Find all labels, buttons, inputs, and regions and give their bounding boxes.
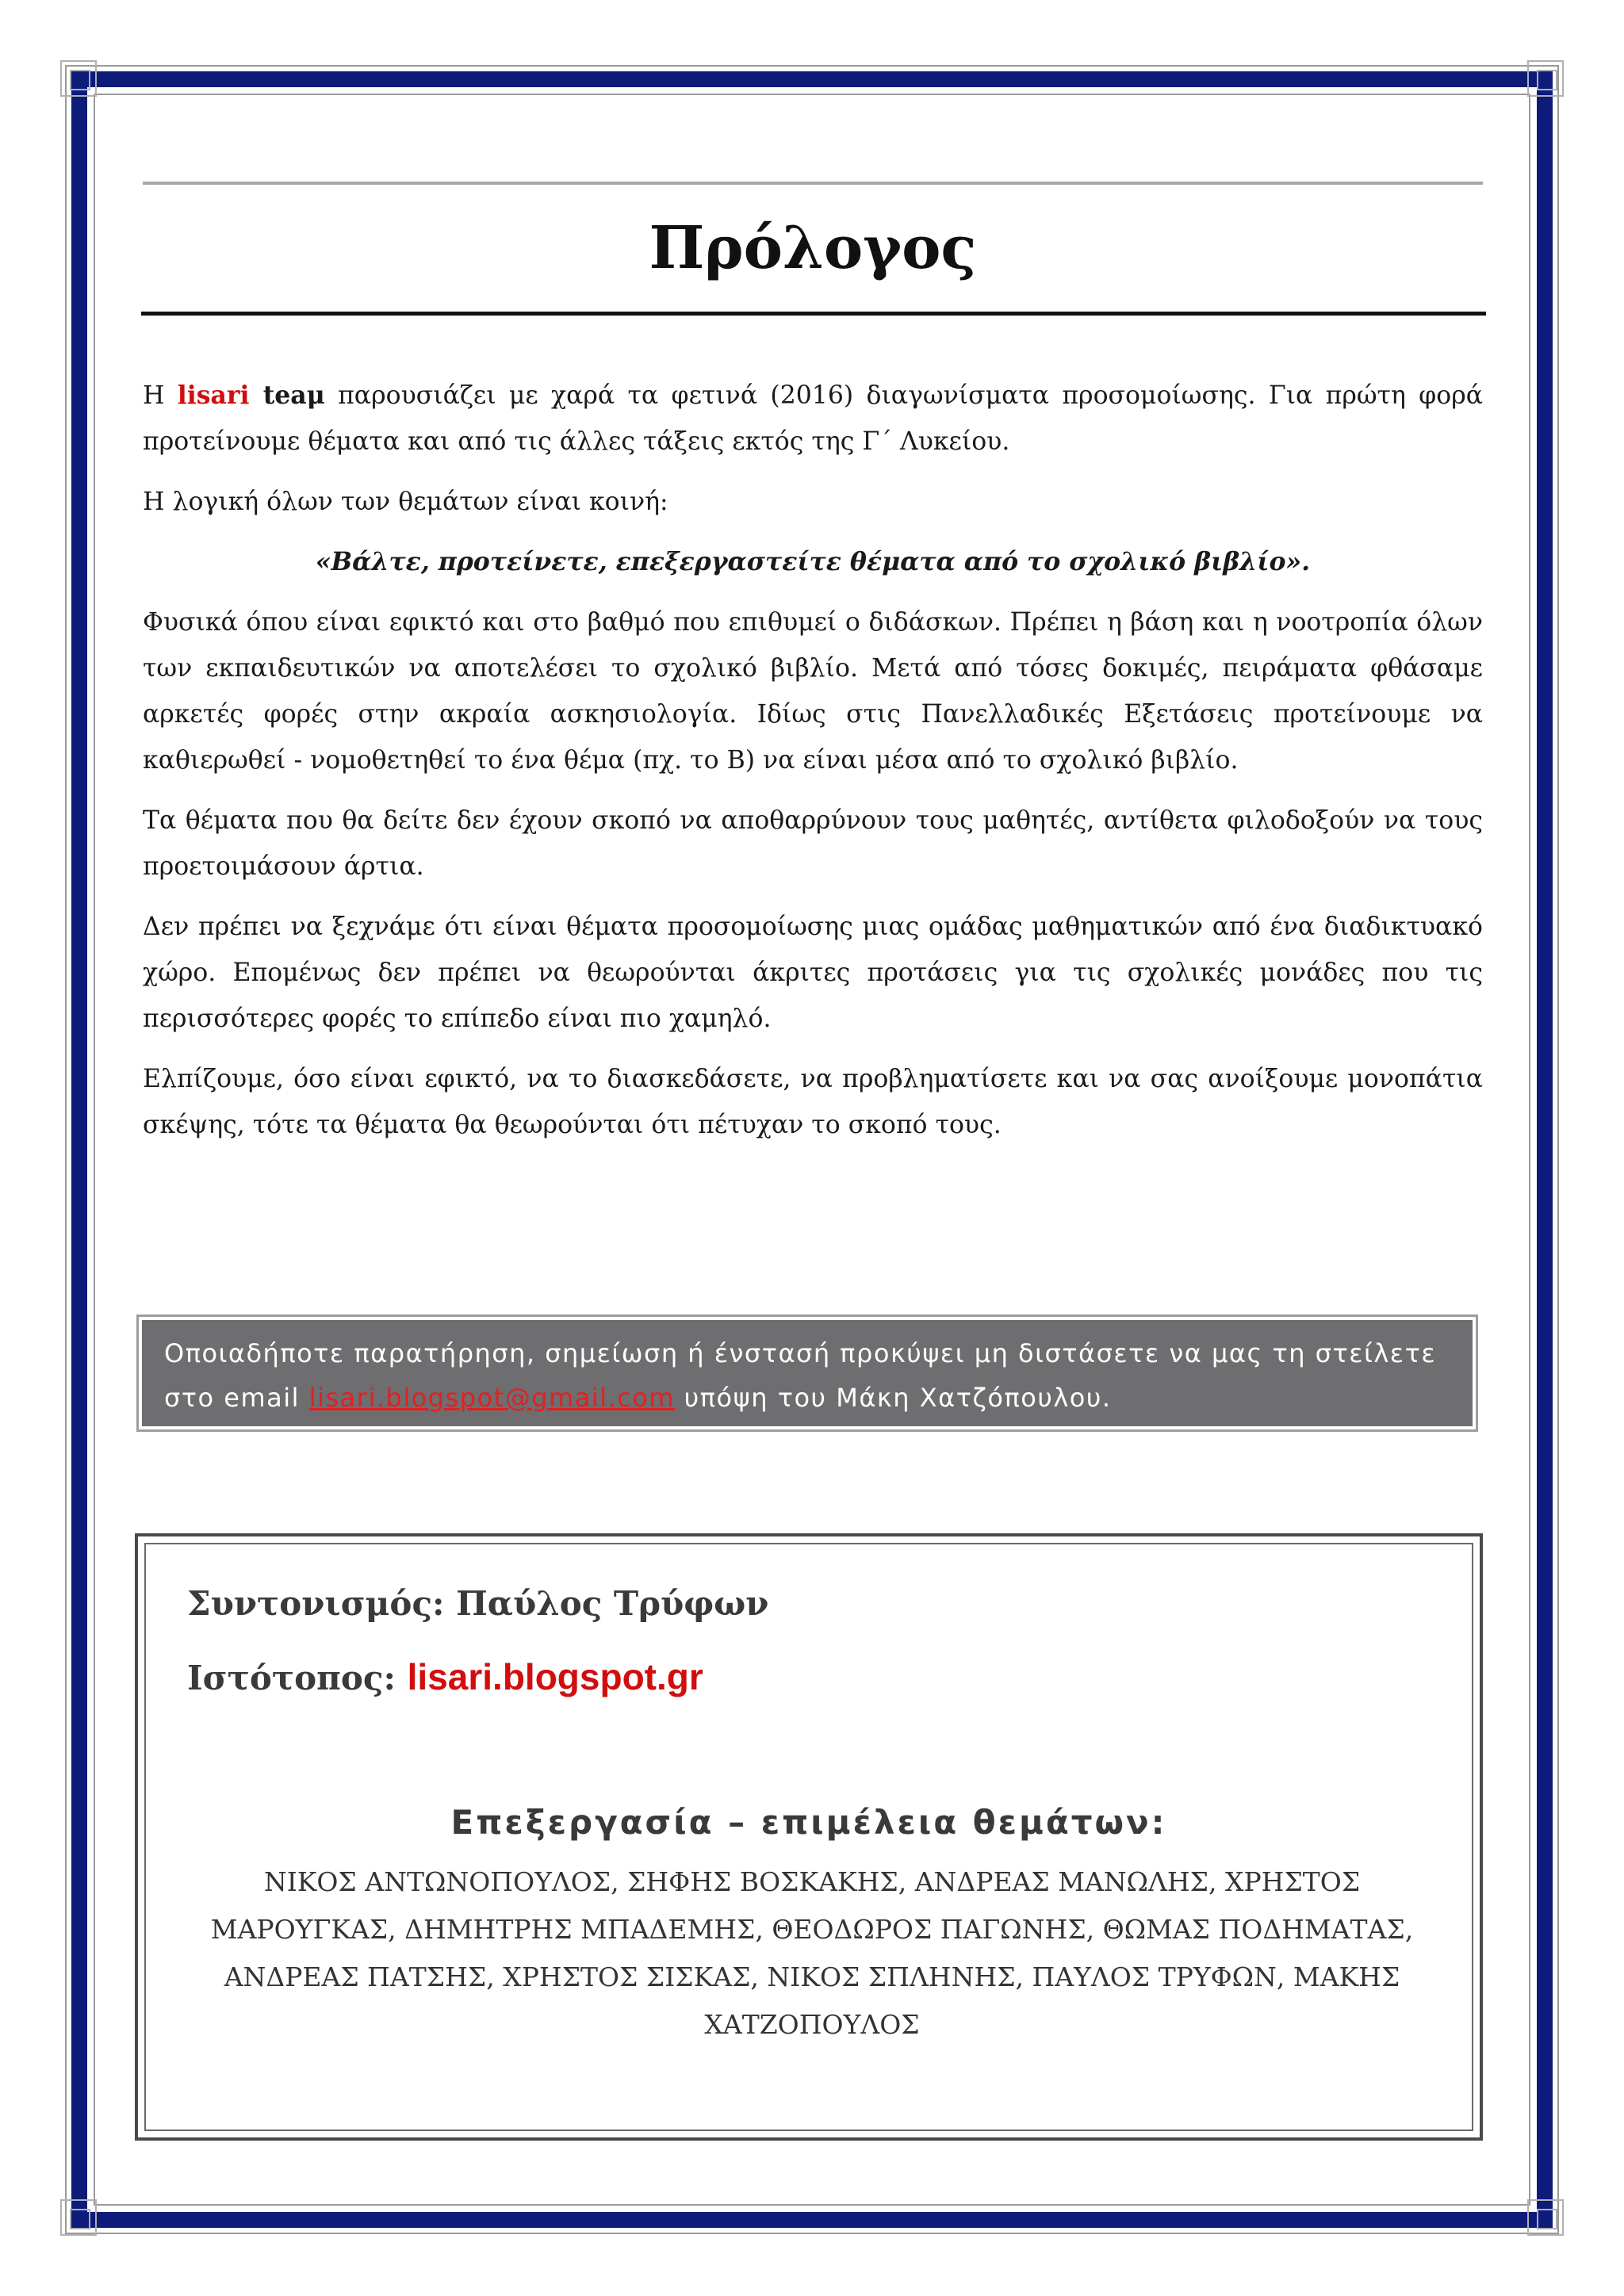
website-url-link[interactable]: lisari.blogspot.gr [407, 1656, 703, 1697]
website-separator: : [383, 1659, 408, 1697]
motto-quote: «Βάλτε, προτείνετε, επεξεργαστείτε θέματα από το σχολικό βιβλίο». [315, 547, 1311, 576]
contact-notice-box [136, 1314, 1478, 1432]
corner-ornament-icon [60, 60, 97, 97]
intro-text: Η [143, 381, 178, 410]
logic-paragraph: Η λογική όλων των θεμάτων είναι κοινή: [143, 488, 668, 516]
website-line [187, 1655, 703, 1698]
notice-text: Οποιαδήποτε παρατήρηση, σημείωση ή ένστασή προκύψει μη διστάσετε να μας τη στείλετε στο email [164, 1338, 1437, 1413]
intro-text-rest: παρουσιάζει με χαρά τα φετινά (2016) διαγωνίσματα προσομοίωσης. Για πρώτη φορά προτείνουμε θέματα και από τις άλλες τάξεις εκτός της Γ΄ Λυκείου. [143, 381, 1483, 456]
intro-paragraph [143, 373, 1483, 465]
email-link[interactable]: lisari.blogspot@gmail.com [308, 1383, 676, 1413]
body-paragraph-6: Ελπίζουμε, όσο είναι εφικτό, να το διασκεδάσετε, να προβληματίσετε και να σας ανοίξουμε μονοπάτια σκέψης, τότε τα θέματα θα θεωρούνται ότι πέτυχαν το σκοπό τους. [143, 1065, 1483, 1139]
body-paragraph-3: Φυσικά όπου είναι εφικτό και στο βαθμό που επιθυμεί ο διδάσκων. Πρέπει η βάση και η νοοτροπία όλων των εκπαιδευτικών να αποτελέσει το σχολικό βιβλίο. Μετά από τόσες δοκιμές, πειράματα φθάσαμε αρκετές φορές στην ακραία ασκησιολογία. Ιδίως στις Πανελλαδικές Εξετάσεις προτείνουμε να καθιερωθεί - νομοθετηθεί το ένα θέμα (πχ. το Β) να είναι μέσα από το σχολικό βιβλίο. [143, 608, 1483, 775]
credits-inner-frame [144, 1543, 1473, 2131]
body-paragraph-5: Δεν πρέπει να ξεχνάμε ότι είναι θέματα προσομοίωσης μιας ομάδας μαθηματικών από ένα διαδικτυακό χώρο. Επομένως δεν πρέπει να θεωρούνται άκριτες προτάσεις για τις σχολικές μονάδες που τις περισσότερες φορές το επίπεδο είναι πιο χαμηλό. [143, 913, 1483, 1033]
credits-box [135, 1533, 1483, 2141]
brand-name: lisari [177, 381, 250, 410]
top-divider [143, 182, 1483, 185]
corner-ornament-icon [1527, 2199, 1564, 2236]
editors-list: ΝΙΚΟΣ ΑΝΤΩΝΟΠΟΥΛΟΣ, ΣΗΦΗΣ ΒΟΣΚΑΚΗΣ, ΑΝΔΡΕΑΣ ΜΑΝΩΛΗΣ, ΧΡΗΣΤΟΣ ΜΑΡΟΥΓΚΑΣ, ΔΗΜΗΤΡΗΣ ΜΠΑΔΕΜΗΣ, ΘΕΟΔΩΡΟΣ ΠΑΓΩΝΗΣ, ΘΩΜΑΣ ΠΟΔΗΜΑΤΑΣ, ΑΝΔΡΕΑΣ ΠΑΤΣΗΣ, ΧΡΗΣΤΟΣ ΣΙΣΚΑΣ, ΝΙΚΟΣ ΣΠΛΗΝΗΣ, ΠΑΥΛΟΣ ΤΡΥΦΩΝ, ΜΑΚΗΣ ΧΑΤΖΟΠΟΥΛΟΣ [210, 1866, 1414, 2040]
brand-suffix: teaμ [249, 381, 325, 410]
editing-heading: Επεξεργασία – επιμέλεια θεμάτων: [450, 1803, 1167, 1842]
contact-notice-text [142, 1320, 1473, 1426]
page-title: Πρόλογος [649, 214, 977, 282]
notice-text-end: υπόψη του Μάκη Χατζόπουλου. [675, 1383, 1112, 1413]
corner-ornament-icon [1527, 60, 1564, 97]
coordination-line: Συντονισμός: Παύλος Τρύφων [187, 1584, 769, 1623]
prologue-body [143, 373, 1483, 1162]
body-paragraph-4: Τα θέματα που θα δείτε δεν έχουν σκοπό να αποθαρρύνουν τους μαθητές, αντίθετα φιλοδοξούν να τους προετοιμάσουν άρτια. [143, 806, 1483, 881]
corner-ornament-icon [60, 2199, 97, 2236]
title-underline [141, 312, 1486, 316]
website-label: Ιστότοπος [187, 1659, 384, 1697]
